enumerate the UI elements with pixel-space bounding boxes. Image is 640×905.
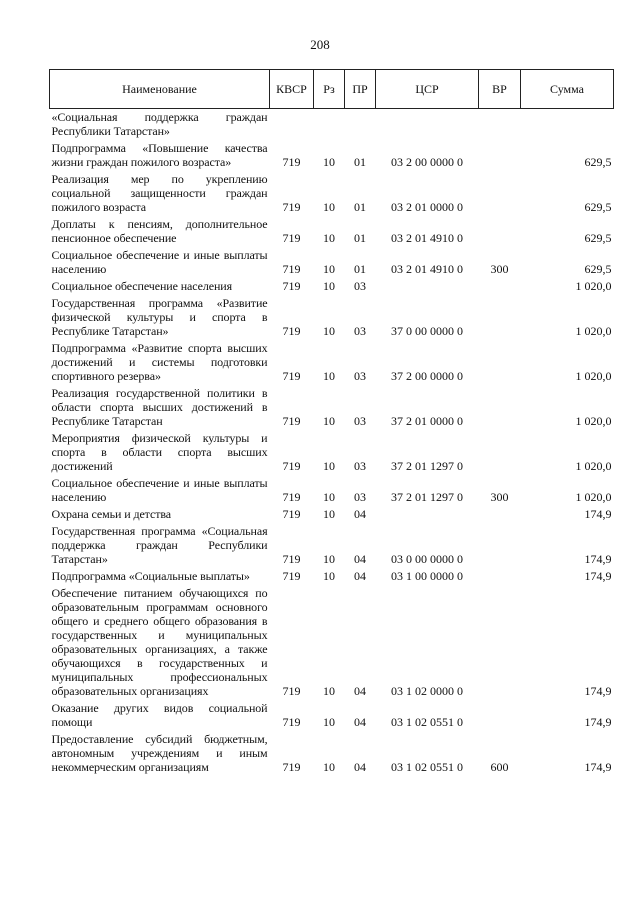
row-csr-cell: [376, 278, 479, 295]
table-row: [50, 523, 614, 568]
table-row: [50, 171, 614, 216]
row-rz-cell: 10: [323, 459, 335, 473]
row-kvsr-cell: 719: [282, 507, 301, 521]
row-sum-cell: 1 020,0: [575, 279, 612, 293]
row-csr-cell: 37 2 01 1297 0: [391, 490, 463, 504]
row-name-cell: Подпрограмма «Развитие спорта высших достижений и системы подготовки спортивного резерва»: [51, 341, 268, 383]
row-name-cell: Предоставление субсидий бюджетным, автономным учреждениям и иным некоммерческим организациям: [51, 732, 268, 774]
row-name-cell: Социальное обеспечение и иные выплаты населению: [51, 248, 268, 276]
row-kvsr-cell: 719: [282, 324, 301, 338]
row-csr-cell: 03 1 02 0000 0: [391, 684, 463, 698]
table-row: [50, 506, 614, 523]
row-rz-cell: 10: [323, 507, 335, 521]
row-vr-cell: 300: [490, 490, 509, 504]
row-sum-cell: 1 020,0: [575, 324, 612, 338]
table-row: [50, 278, 614, 295]
row-csr-cell: 03 1 02 0551 0: [391, 760, 463, 774]
row-sum-cell: 174,9: [584, 715, 612, 729]
row-name-cell: Реализация государственной политики в области спорта высших достижений в Республике Татарстан: [51, 386, 268, 428]
row-rz-cell: 10: [323, 155, 335, 169]
row-pr-cell: [345, 109, 376, 141]
row-sum-cell: 629,5: [584, 231, 612, 245]
row-rz-cell: 10: [323, 684, 335, 698]
row-name-cell: «Социальная поддержка граждан Республики Татарстан»: [51, 110, 268, 138]
row-sum-cell: 1 020,0: [575, 369, 612, 383]
row-name-cell: Подпрограмма «Социальные выплаты»: [51, 569, 250, 583]
row-sum-cell: 1 020,0: [575, 414, 612, 428]
row-sum-cell: 174,9: [584, 569, 612, 583]
row-csr-cell: 37 2 00 0000 0: [391, 369, 463, 383]
row-rz-cell: 10: [323, 262, 335, 276]
row-rz-cell: 10: [323, 715, 335, 729]
row-pr-cell: 03: [354, 459, 366, 473]
column-header-name: Наименование: [50, 70, 270, 109]
row-kvsr-cell: 719: [282, 155, 301, 169]
row-kvsr-cell: 719: [282, 414, 301, 428]
row-sum-cell: 1 020,0: [575, 490, 612, 504]
row-pr-cell: 04: [354, 715, 366, 729]
row-sum-cell: 174,9: [584, 760, 612, 774]
row-name-cell: Доплаты к пенсиям, дополнительное пенсионное обеспечение: [51, 217, 268, 245]
table-row: [50, 430, 614, 475]
row-rz-cell: [314, 109, 345, 141]
row-kvsr-cell: 719: [282, 684, 301, 698]
row-pr-cell: 01: [354, 155, 366, 169]
row-sum-cell: [521, 109, 614, 141]
row-sum-cell: 1 020,0: [575, 459, 612, 473]
row-vr-cell: [479, 140, 521, 171]
column-header-sum: Сумма: [521, 70, 614, 109]
row-sum-cell: 174,9: [584, 552, 612, 566]
row-rz-cell: 10: [323, 324, 335, 338]
row-csr-cell: 03 2 01 4910 0: [391, 231, 463, 245]
table-row: [50, 585, 614, 700]
table-row: [50, 140, 614, 171]
row-pr-cell: 01: [354, 262, 366, 276]
row-pr-cell: 04: [354, 552, 366, 566]
row-vr-cell: [479, 506, 521, 523]
row-csr-cell: 37 2 01 1297 0: [391, 459, 463, 473]
row-kvsr-cell: 719: [282, 760, 301, 774]
row-kvsr-cell: 719: [282, 369, 301, 383]
table-body: [50, 109, 614, 777]
row-pr-cell: 01: [354, 200, 366, 214]
row-name-cell: Подпрограмма «Повышение качества жизни граждан пожилого возраста»: [51, 141, 268, 169]
row-csr-cell: 03 0 00 0000 0: [391, 552, 463, 566]
row-vr-cell: [479, 340, 521, 385]
row-vr-cell: [479, 109, 521, 141]
row-pr-cell: 03: [354, 490, 366, 504]
row-name-cell: Социальное обеспечение населения: [51, 279, 233, 293]
row-vr-cell: 300: [490, 262, 509, 276]
row-csr-cell: [376, 506, 479, 523]
row-vr-cell: [479, 171, 521, 216]
row-name-cell: Оказание других видов социальной помощи: [51, 701, 268, 729]
row-csr-cell: 03 2 01 4910 0: [391, 262, 463, 276]
row-name-cell: Государственная программа «Развитие физической культуры и спорта в Республике Татарстан»: [51, 296, 268, 338]
table-row: [50, 385, 614, 430]
row-sum-cell: 174,9: [584, 507, 612, 521]
row-vr-cell: [479, 295, 521, 340]
row-vr-cell: [479, 700, 521, 731]
row-vr-cell: [479, 430, 521, 475]
row-vr-cell: [479, 385, 521, 430]
row-rz-cell: 10: [323, 760, 335, 774]
row-pr-cell: 03: [354, 324, 366, 338]
row-kvsr-cell: 719: [282, 459, 301, 473]
row-vr-cell: 600: [490, 760, 509, 774]
row-csr-cell: 03 1 00 0000 0: [391, 569, 463, 583]
row-pr-cell: 03: [354, 414, 366, 428]
table-row: [50, 247, 614, 278]
table-row: [50, 216, 614, 247]
row-pr-cell: 04: [354, 507, 366, 521]
row-vr-cell: [479, 523, 521, 568]
row-pr-cell: 01: [354, 231, 366, 245]
row-sum-cell: 629,5: [584, 262, 612, 276]
row-vr-cell: [479, 568, 521, 585]
table-row: [50, 295, 614, 340]
row-kvsr-cell: [270, 109, 314, 141]
table-row: [50, 731, 614, 776]
row-rz-cell: 10: [323, 369, 335, 383]
row-vr-cell: [479, 585, 521, 700]
page-number: 208: [310, 37, 330, 52]
row-rz-cell: 10: [323, 490, 335, 504]
table-header: [50, 70, 614, 109]
row-sum-cell: 174,9: [584, 684, 612, 698]
row-csr-cell: 03 2 00 0000 0: [391, 155, 463, 169]
row-kvsr-cell: 719: [282, 552, 301, 566]
row-rz-cell: 10: [323, 231, 335, 245]
row-kvsr-cell: 719: [282, 279, 301, 293]
column-header-kvsr: КВСР: [270, 70, 314, 109]
row-name-cell: Государственная программа «Социальная поддержка граждан Республики Татарстан»: [51, 524, 268, 566]
table-row: [50, 340, 614, 385]
column-header-pr: ПР: [345, 70, 376, 109]
table-row: [50, 700, 614, 731]
row-kvsr-cell: 719: [282, 715, 301, 729]
row-vr-cell: [479, 216, 521, 247]
table-row: [50, 109, 614, 141]
row-name-cell: Реализация мер по укреплению социальной защищенности граждан пожилого возраста: [51, 172, 268, 214]
row-pr-cell: 04: [354, 760, 366, 774]
row-rz-cell: 10: [323, 200, 335, 214]
row-vr-cell: [479, 278, 521, 295]
row-kvsr-cell: 719: [282, 569, 301, 583]
row-name-cell: Мероприятия физической культуры и спорта в области спорта высших достижений: [51, 431, 268, 473]
row-pr-cell: 03: [354, 279, 366, 293]
row-name-cell: Обеспечение питанием обучающихся по образовательным программам основного общего и среднего общего образования в государственных и муниципальных образовательных организациях, а также обучающихся в государственных и муниципальных профессиональных образовательных организациях: [51, 586, 268, 698]
row-kvsr-cell: 719: [282, 262, 301, 276]
row-rz-cell: 10: [323, 552, 335, 566]
table-row: [50, 475, 614, 506]
row-csr-cell: [376, 109, 479, 141]
row-kvsr-cell: 719: [282, 200, 301, 214]
column-header-vr: ВР: [479, 70, 521, 109]
row-kvsr-cell: 719: [282, 231, 301, 245]
row-csr-cell: 37 2 01 0000 0: [391, 414, 463, 428]
row-name-cell: Социальное обеспечение и иные выплаты населению: [51, 476, 268, 504]
row-rz-cell: 10: [323, 569, 335, 583]
row-pr-cell: 04: [354, 569, 366, 583]
column-header-csr: ЦСР: [376, 70, 479, 109]
budget-table: [49, 69, 614, 776]
row-kvsr-cell: 719: [282, 490, 301, 504]
row-rz-cell: 10: [323, 414, 335, 428]
row-rz-cell: 10: [323, 279, 335, 293]
row-csr-cell: 03 2 01 0000 0: [391, 200, 463, 214]
row-pr-cell: 04: [354, 684, 366, 698]
row-sum-cell: 629,5: [584, 155, 612, 169]
column-header-rz: Рз: [314, 70, 345, 109]
row-pr-cell: 03: [354, 369, 366, 383]
table-row: [50, 568, 614, 585]
row-sum-cell: 629,5: [584, 200, 612, 214]
row-csr-cell: 37 0 00 0000 0: [391, 324, 463, 338]
row-csr-cell: 03 1 02 0551 0: [391, 715, 463, 729]
row-name-cell: Охрана семьи и детства: [51, 507, 171, 521]
